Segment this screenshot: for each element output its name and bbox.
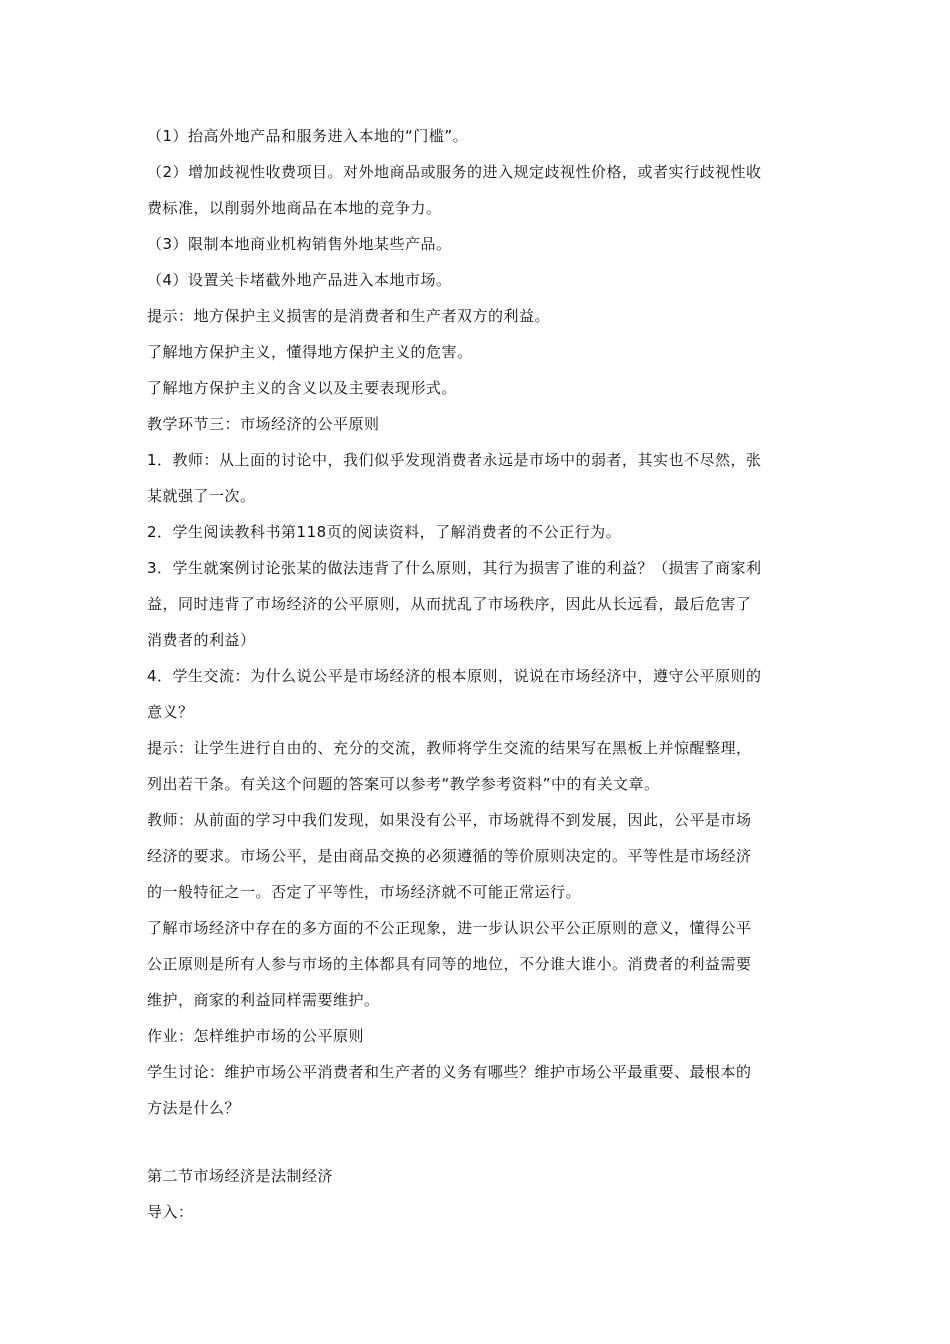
section-heading: 教学环节三：市场经济的公平原则 — [147, 415, 380, 433]
paragraph-line: 公正原则是所有人参与市场的主体都具有同等的地位，不分谁大谁小。消费者的利益需要 — [147, 955, 752, 973]
step-4-continued: 意义？ — [147, 703, 194, 721]
section-title: 第二节市场经济是法制经济 — [147, 1167, 334, 1185]
list-item-3: （3）限制本地商业机构销售外地某些产品。 — [147, 235, 452, 253]
document-body — [147, 124, 807, 1236]
list-item-2: （2）增加歧视性收费项目。对外地商品或服务的进入规定歧视性价格，或者实行歧视性收 — [147, 163, 762, 181]
intro-label: 导入： — [147, 1203, 194, 1221]
discussion-text-continued: 方法是什么？ — [147, 1099, 241, 1117]
step-1-continued: 某就强了一次。 — [147, 487, 256, 505]
step-3: 3．学生就案例讨论张某的做法违背了什么原则，其行为损害了谁的利益？（损害了商家利 — [147, 559, 762, 577]
teacher-text-continued: 的一般特征之一。否定了平等性，市场经济就不可能正常运行。 — [147, 883, 582, 901]
paragraph-line: 维护，商家的利益同样需要维护。 — [147, 991, 380, 1009]
paragraph-line: 了解市场经济中存在的多方面的不公正现象，进一步认识公平公正原则的意义，懂得公平 — [147, 919, 752, 937]
step-2: 2．学生阅读教科书第118页的阅读资料，了解消费者的不公正行为。 — [147, 523, 622, 541]
teacher-text: 教师：从前面的学习中我们发现，如果没有公平，市场就得不到发展，因此，公平是市场 — [147, 811, 752, 829]
list-item-2-continued: 费标准，以削弱外地商品在本地的竞争力。 — [147, 199, 442, 217]
discussion-text: 学生讨论：维护市场公平消费者和生产者的义务有哪些？维护市场公平最重要、最根本的 — [147, 1063, 752, 1081]
paragraph-line: 了解地方保护主义，懂得地方保护主义的危害。 — [147, 343, 473, 361]
hint-text: 提示：让学生进行自由的、充分的交流，教师将学生交流的结果写在黑板上并惊醒整理， — [147, 739, 752, 757]
step-3-continued: 益，同时违背了市场经济的公平原则，从而扰乱了市场秩序，因此从长远看，最后危害了 — [147, 595, 752, 613]
step-1: 1．教师：从上面的讨论中，我们似乎发现消费者永远是市场中的弱者，其实也不尽然，张 — [147, 451, 762, 469]
list-item-1: （1）抬高外地产品和服务进入本地的“门槛”。 — [147, 127, 469, 145]
step-4: 4．学生交流：为什么说公平是市场经济的根本原则，说说在市场经济中，遵守公平原则的 — [147, 667, 762, 685]
list-item-4: （4）设置关卡堵截外地产品进入本地市场。 — [147, 271, 452, 289]
homework-text: 作业：怎样维护市场的公平原则 — [147, 1027, 365, 1045]
hint-text-continued: 列出若干条。有关这个问题的答案可以参考“教学参考资料”中的有关文章。 — [147, 775, 660, 793]
teacher-text-continued: 经济的要求。市场公平，是由商品交换的必须遵循的等价原则决定的。平等性是市场经济 — [147, 847, 752, 865]
paragraph-line: 了解地方保护主义的含义以及主要表现形式。 — [147, 379, 458, 397]
spacer — [147, 1132, 807, 1164]
step-3-continued: 消费者的利益） — [147, 631, 256, 649]
hint-text: 提示：地方保护主义损害的是消费者和生产者双方的利益。 — [147, 307, 551, 325]
